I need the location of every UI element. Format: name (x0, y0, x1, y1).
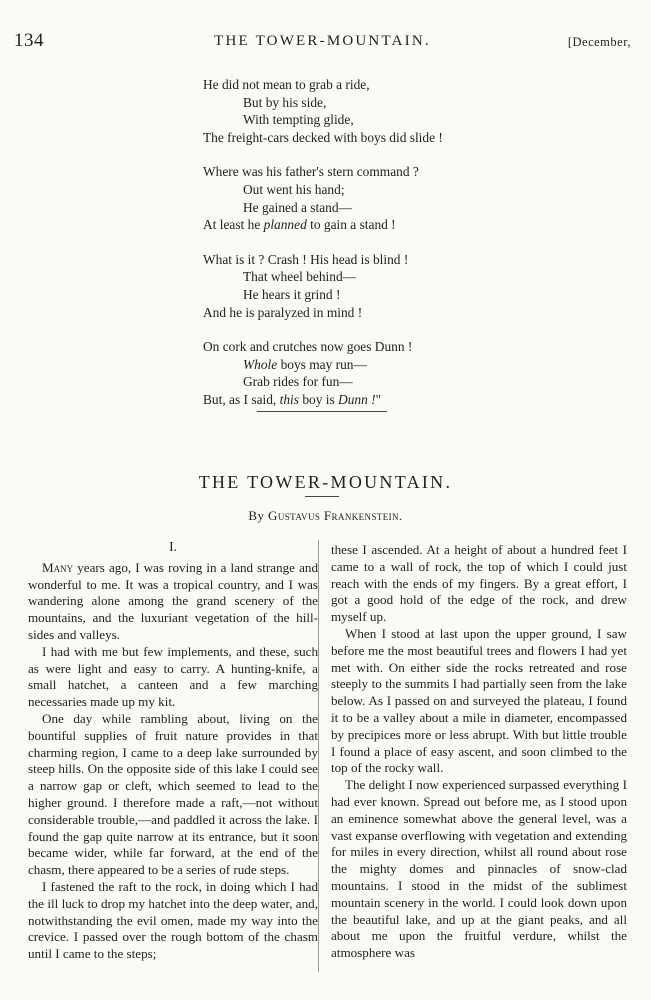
poem-line: What is it ? Crash ! His head is blind ! (203, 251, 409, 267)
poem-line: Where was his father's stern command ? (203, 164, 419, 180)
poem-line: He gained a stand— (243, 199, 352, 215)
poem-line: He hears it grind ! (243, 286, 341, 302)
poem-line: Out went his hand; (243, 181, 345, 197)
poem-line: But, as I said, this boy is Dunn !" (203, 391, 382, 407)
body-paragraph (28, 560, 318, 644)
body-paragraph (28, 711, 318, 879)
poem-line: With tempting glide, (243, 112, 354, 128)
paragraph-text: When I stood at last upon the upper ground, I saw before me the most beautiful trees and flowers I had yet met with. On either side the rocks retreated and rose steeply to the summits I had partially seen from the lake below. As I passed on and surveyed the plateau, I found it to be a valley about a mile in diameter, encompassed by precipices more or less abrupt. With but little trouble I found a place of easy ascent, and soon climbed to the top of the rocky wall. (331, 625, 627, 776)
opening-words: Many (42, 559, 74, 575)
poem-line: On cork and crutches now goes Dunn ! (203, 339, 413, 355)
poem-stanza (203, 251, 443, 321)
poem-line: That wheel behind— (243, 269, 357, 285)
author-name: Gustavus Frankenstein. (268, 508, 403, 523)
byline-prefix: By (248, 508, 265, 523)
column-divider (318, 540, 319, 972)
poem-line: He did not mean to grab a ride, (203, 77, 370, 92)
running-title: THE TOWER-MOUNTAIN. (214, 33, 431, 49)
paragraph-text: these I ascended. At a height of about a hundred feet I came to a wall of rock, the top of which I could just reach with the ends of my fingers. By a great effort, I got a good hold of the edge of the rock, and drew myself up. (331, 542, 627, 625)
poem-line: At least he planned to gain a stand ! (203, 217, 396, 233)
section-divider (257, 411, 387, 412)
right-column (331, 542, 627, 962)
byline (0, 508, 651, 524)
paragraph-text: I had with me but few implements, and these, such as were light and easy to carry. A hunting-knife, a small hatchet, a canteen and a few marching necessaries made up my kit. (28, 643, 318, 710)
issue-month: [December, (567, 35, 631, 49)
poem (203, 76, 443, 426)
poem-line: The freight-cars decked with boys did slide ! (203, 129, 443, 145)
body-paragraph (331, 777, 627, 962)
page-number: 134 (14, 30, 44, 51)
article-title: THE TOWER-MOUNTAIN. (198, 472, 453, 492)
section-numeral: I. (169, 539, 177, 554)
page-header (14, 32, 631, 54)
body-paragraph (28, 879, 318, 963)
body-paragraph (28, 644, 318, 711)
paragraph-text: The delight I now experienced surpassed everything I had ever known. Spread out before me, as I stood upon an eminence somewhat above the general level, was a vast expanse overflowing with vegetation and extending for miles in every direction, whilst all round about rose the mighty domes and pinnacles of snow-clad mountains. I stood in the midst of the sublimest mountain scenery in the world. I could look down upon the beautiful lake, and up at the giant peaks, and all about me upon the fruitful verdure, whilst the atmosphere was (331, 777, 627, 961)
left-column (28, 539, 318, 963)
poem-line: But by his side, (243, 94, 327, 110)
poem-line: And he is paralyzed in mind ! (203, 304, 363, 320)
poem-stanza (203, 338, 443, 408)
paragraph-text: I fastened the raft to the rock, in doing which I had the ill luck to drop my hatchet into the deep water, and, notwithstanding the evil omen, made my way into the crevice. I passed over the rough bottom of the chasm until I came to the steps; (28, 878, 318, 962)
title-rule (305, 496, 339, 497)
poem-line: Whole boys may run— (243, 356, 367, 372)
paragraph-text: years ago, I was roving in a land strange and wonderful to me. It was a tropical country, and I was wandering alone among the grand scenery of the mountains, and the luxuriant vegetation of the hill-sides and valleys. (28, 559, 318, 642)
body-paragraph (331, 542, 627, 626)
paragraph-text: One day while rambling about, living on the bountiful supplies of fruit nature provides in that charming region, I came to a deep lake surrounded by steep hills. On the opposite side of this lake I could see a narrow gap or cleft, which seemed to lead to the higher ground. I therefore made a raft,—not without considerable trouble,—and paddled it across the lake. I found the gap quite narrow at its entrance, but it soon became wider, while far forward, at the end of the chasm, there appeared to be a series of rude steps. (28, 710, 318, 878)
body-paragraph (331, 626, 627, 777)
poem-stanza (203, 76, 443, 146)
poem-line: Grab rides for fun— (243, 374, 353, 390)
poem-stanza (203, 163, 443, 233)
